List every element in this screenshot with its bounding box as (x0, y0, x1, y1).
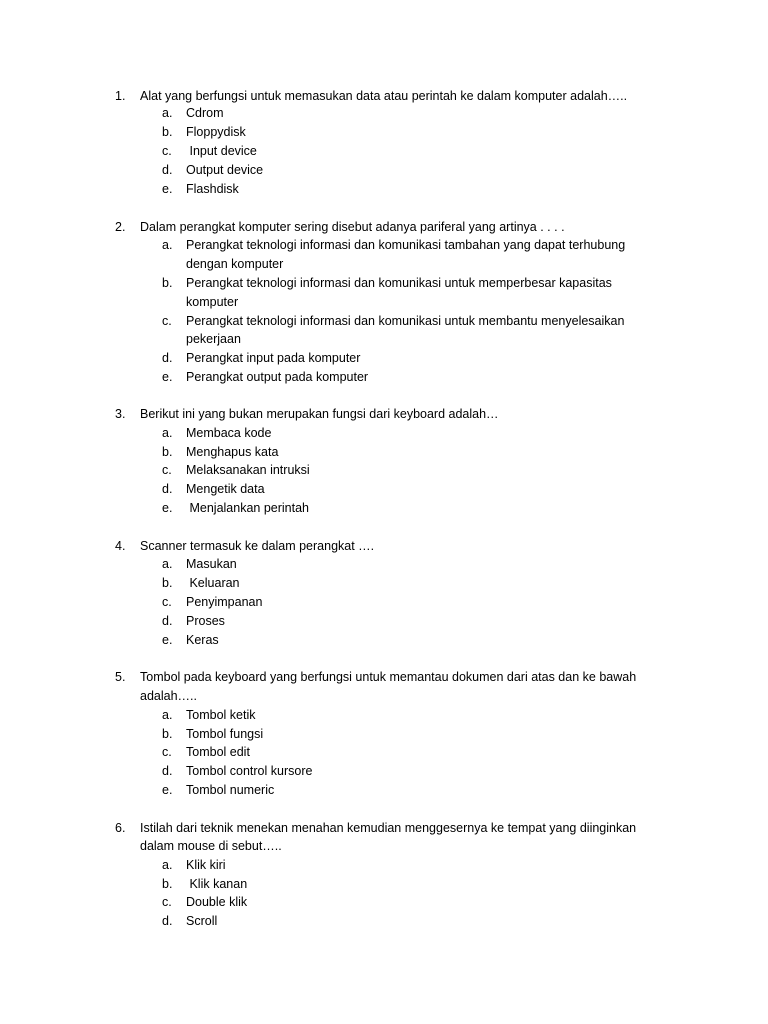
option-text: Tombol ketik (186, 708, 256, 722)
option-text: Scroll (186, 914, 218, 928)
option-letter: a. (162, 106, 173, 120)
option-text: Perangkat teknologi informasi dan komunikasi untuk membantu menyelesaikan (186, 314, 625, 328)
option-text: Cdrom (186, 106, 224, 120)
option-text: Tombol edit (186, 745, 250, 759)
option-text: Menghapus kata (186, 445, 279, 459)
question-number: 4. (115, 539, 126, 553)
option-letter: c. (162, 595, 172, 609)
question-number: 2. (115, 220, 126, 234)
option-text: Perangkat output pada komputer (186, 370, 369, 384)
option-letter: e. (162, 370, 173, 384)
question-text-continuation: adalah….. (140, 689, 197, 703)
option-letter: b. (162, 727, 173, 741)
option-letter: e. (162, 783, 173, 797)
option-letter: e. (162, 182, 173, 196)
option-text: Tombol control kursore (186, 764, 313, 778)
question-number: 3. (115, 407, 126, 421)
question-number: 5. (115, 670, 126, 684)
option-letter: b. (162, 276, 173, 290)
question-number: 1. (115, 89, 126, 103)
option-text-continuation: dengan komputer (186, 257, 284, 271)
option-text: Penyimpanan (186, 595, 263, 609)
question-text: Scanner termasuk ke dalam perangkat …. (140, 539, 375, 553)
question-text: Berikut ini yang bukan merupakan fungsi dari keyboard adalah… (140, 407, 499, 421)
option-letter: b. (162, 125, 173, 139)
option-letter: b. (162, 576, 173, 590)
option-letter: c. (162, 144, 172, 158)
option-text: Perangkat teknologi informasi dan komunikasi tambahan yang dapat terhubung (186, 238, 626, 252)
option-letter: d. (162, 764, 173, 778)
option-text: Output device (186, 163, 264, 177)
option-letter: c. (162, 314, 172, 328)
option-text: Melaksanakan intruksi (186, 463, 310, 477)
option-text: Perangkat input pada komputer (186, 351, 361, 365)
question-number: 6. (115, 821, 126, 835)
option-text: Klik kanan (186, 877, 248, 891)
option-letter: c. (162, 463, 172, 477)
option-letter: d. (162, 914, 173, 928)
option-letter: d. (162, 351, 173, 365)
option-text: Membaca kode (186, 426, 272, 440)
option-letter: d. (162, 163, 173, 177)
option-text: Double klik (186, 895, 248, 909)
option-text: Tombol numeric (186, 783, 275, 797)
option-letter: a. (162, 557, 173, 571)
option-letter: a. (162, 238, 173, 252)
option-text: Menjalankan perintah (186, 501, 309, 515)
option-text: Input device (186, 144, 257, 158)
option-text: Keras (186, 633, 219, 647)
option-text: Proses (186, 614, 225, 628)
option-letter: a. (162, 426, 173, 440)
option-text: Flashdisk (186, 182, 239, 196)
option-text-continuation: pekerjaan (186, 332, 241, 346)
option-letter: c. (162, 745, 172, 759)
option-text: Perangkat teknologi informasi dan komunikasi untuk memperbesar kapasitas (186, 276, 612, 290)
question-text: Alat yang berfungsi untuk memasukan data atau perintah ke dalam komputer adalah….. (140, 89, 628, 103)
question-text-continuation: dalam mouse di sebut….. (140, 839, 282, 853)
option-text: Tombol fungsi (186, 727, 264, 741)
option-letter: a. (162, 708, 173, 722)
option-text: Floppydisk (186, 125, 246, 139)
option-letter: c. (162, 895, 172, 909)
option-letter: d. (162, 614, 173, 628)
option-text: Mengetik data (186, 482, 265, 496)
option-letter: d. (162, 482, 173, 496)
option-letter: b. (162, 445, 173, 459)
option-text: Masukan (186, 557, 237, 571)
option-letter: e. (162, 633, 173, 647)
option-text: Klik kiri (186, 858, 226, 872)
option-letter: a. (162, 858, 173, 872)
option-letter: b. (162, 877, 173, 891)
option-text: Keluaran (186, 576, 240, 590)
option-text-continuation: komputer (186, 295, 239, 309)
question-text: Tombol pada keyboard yang berfungsi untuk memantau dokumen dari atas dan ke bawah (140, 670, 637, 684)
option-letter: e. (162, 501, 173, 515)
question-text: Istilah dari teknik menekan menahan kemudian menggesernya ke tempat yang diinginkan (140, 821, 637, 835)
question-text: Dalam perangkat komputer sering disebut adanya pariferal yang artinya . . . . (140, 220, 565, 234)
